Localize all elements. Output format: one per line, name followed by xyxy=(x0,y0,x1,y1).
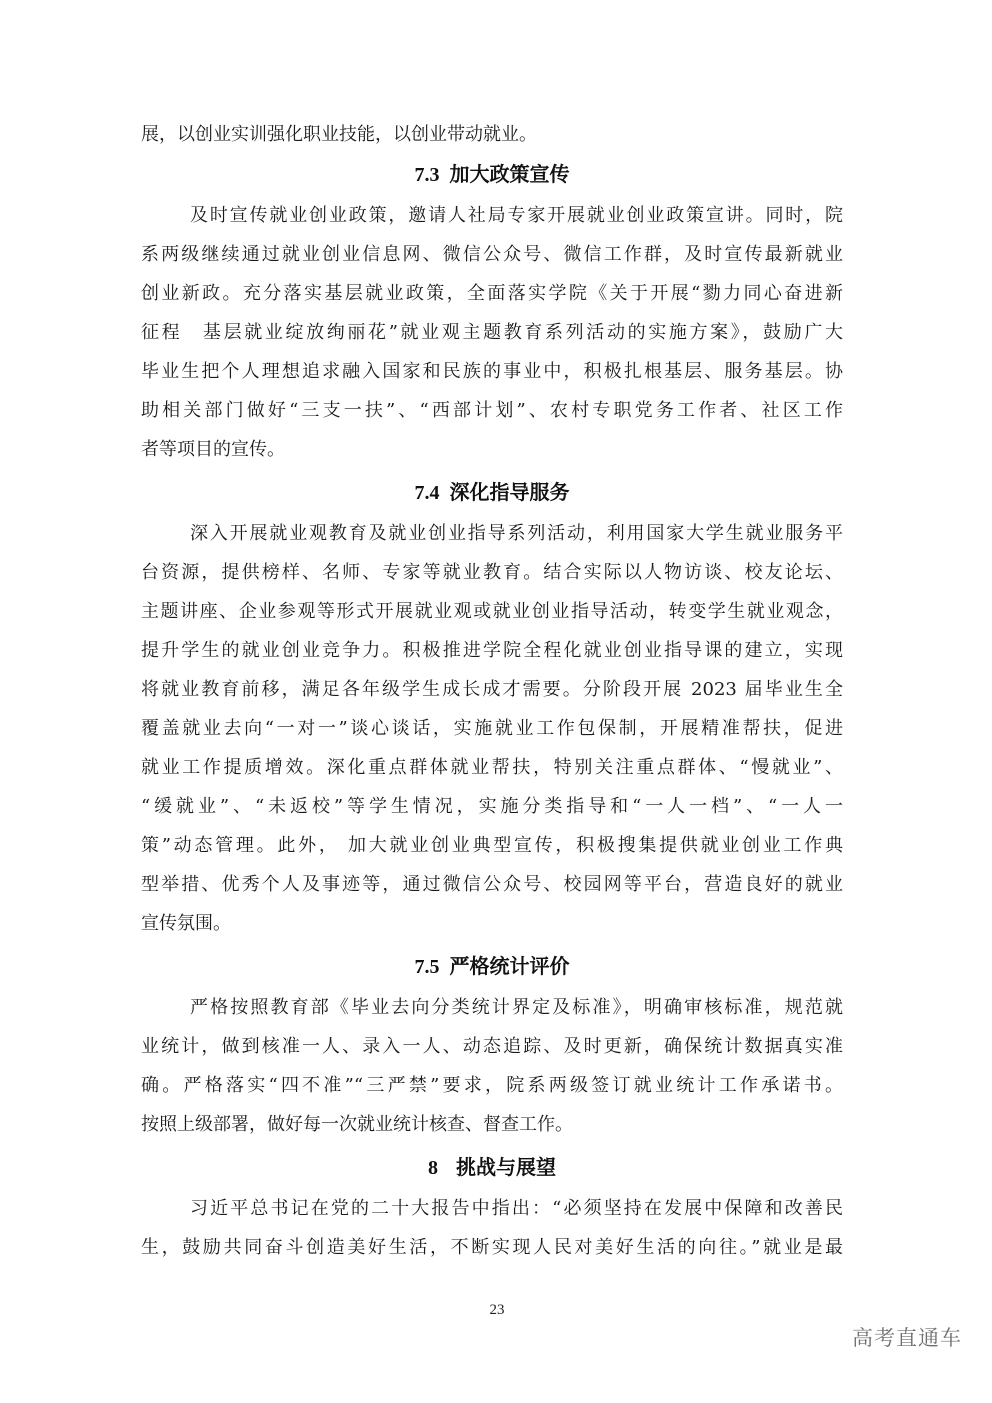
section-heading-7-5 xyxy=(141,952,843,981)
section-heading-7-4 xyxy=(141,478,843,507)
paragraph-line: 创业新政。充分落实基层就业政策，全面落实学院《关于开展“勠力同心奋进新 xyxy=(141,283,843,304)
paragraph-line: “缓就业”、“未返校”等学生情况，实施分类指导和“一人一档”、“一人一 xyxy=(141,796,843,817)
paragraph-line: 系两级继续通过就业创业信息网、微信公众号、微信工作群，及时宣传最新就业 xyxy=(141,244,843,265)
paragraph-line: 覆盖就业去向“一对一”谈心谈话，实施就业工作包保制，开展精准帮扶，促进 xyxy=(141,718,843,739)
watermark: 高考直通车 xyxy=(852,1326,962,1350)
section-number: 8 xyxy=(428,1157,438,1179)
section-number: 7.3 xyxy=(414,164,440,186)
paragraph-line: 严格按照教育部《毕业去向分类统计界定及标准》，明确审核标准，规范就 xyxy=(190,997,843,1018)
section-title: 挑战与展望 xyxy=(456,1155,556,1179)
paragraph-line: 型举措、优秀个人及事迹等，通过微信公众号、校园网等平台，营造良好的就业 xyxy=(141,874,843,895)
paragraph-line: 按照上级部署，做好每一次就业统计核查、督查工作。 xyxy=(141,1114,573,1135)
paragraph-line: 主题讲座、企业参观等形式开展就业观或就业创业指导活动，转变学生就业观念， xyxy=(141,601,843,622)
section-title: 加大政策宣传 xyxy=(449,162,570,186)
section-number: 7.4 xyxy=(414,482,440,504)
paragraph-line: 策”动态管理。此外， 加大就业创业典型宣传，积极搜集提供就业创业工作典 xyxy=(141,835,843,856)
paragraph-line: 确。严格落实“四不准”“三严禁”要求，院系两级签订就业统计工作承诺书。 xyxy=(141,1075,843,1096)
paragraph-line: 台资源，提供榜样、名师、专家等就业教育。结合实际以人物访谈、校友论坛、 xyxy=(141,562,843,583)
paragraph-line: 及时宣传就业创业政策，邀请人社局专家开展就业创业政策宣讲。同时，院 xyxy=(190,205,843,226)
section-title: 深化指导服务 xyxy=(449,480,570,504)
paragraph-line: 深入开展就业观教育及就业创业指导系列活动，利用国家大学生就业服务平 xyxy=(190,523,843,544)
paragraph-line: 展，以创业实训强化职业技能，以创业带动就业。 xyxy=(141,124,537,145)
paragraph-line: 习近平总书记在党的二十大报告中指出：“必须坚持在发展中保障和改善民 xyxy=(190,1198,843,1219)
paragraph-line: 提升学生的就业创业竞争力。积极推进学院全程化就业创业指导课的建立，实现 xyxy=(141,640,843,661)
paragraph-line: 业统计，做到核准一人、录入一人、动态追踪、及时更新，确保统计数据真实准 xyxy=(141,1036,843,1057)
paragraph-line: 征程 基层就业绽放绚丽花”就业观主题教育系列活动的实施方案》，鼓励广大 xyxy=(141,322,843,343)
section-heading-7-3 xyxy=(141,160,843,189)
paragraph-line: 宣传氛围。 xyxy=(141,913,231,934)
paragraph-line: 助相关部门做好“三支一扶”、“西部计划”、农村专职党务工作者、社区工作 xyxy=(141,400,843,421)
paragraph-line: 生，鼓励共同奋斗创造美好生活，不断实现人民对美好生活的向往。”就业是最 xyxy=(141,1237,843,1258)
paragraph-line: 毕业生把个人理想追求融入国家和民族的事业中，积极扎根基层、服务基层。协 xyxy=(141,361,843,382)
section-number: 7.5 xyxy=(414,956,440,978)
paragraph-line: 者等项目的宣传。 xyxy=(141,439,285,460)
section-title: 严格统计评价 xyxy=(449,954,570,978)
paragraph-line: 就业工作提质增效。深化重点群体就业帮扶，特别关注重点群体、“慢就业”、 xyxy=(141,757,843,778)
paragraph-line: 将就业教育前移，满足各年级学生成长成才需要。分阶段开展 2023 届毕业生全 xyxy=(141,679,843,700)
page-number: 23 xyxy=(489,1302,505,1318)
section-heading-8 xyxy=(141,1153,843,1182)
